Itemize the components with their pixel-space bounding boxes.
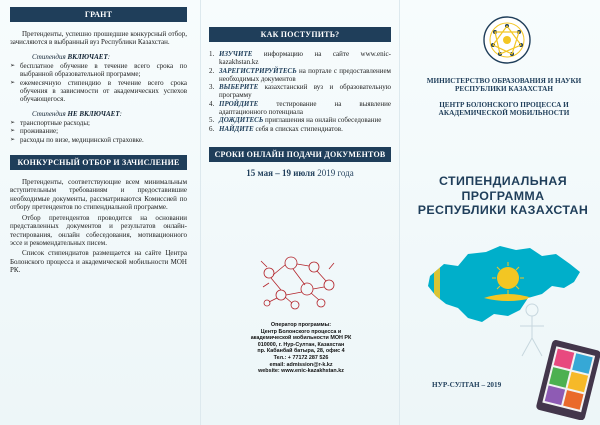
network-illustration [259, 253, 339, 311]
title-line: ПРОГРАММА [461, 188, 545, 203]
selection-paragraph-2: Отбор претендентов проводится на основании представленных документов и результатов онлайн-тестирования, онлайн собеседования, мотивационного эссе и рекомендательных писем. [10, 213, 187, 247]
ministry-emblem-icon [479, 14, 535, 66]
operator-line: 010000, г. Нур-Султан, Казахстан [257, 341, 345, 348]
operator-line: академической мобильности МОН РК [250, 335, 352, 342]
grant-excludes-heading: Стипендия НЕ ВКЛЮЧАЕТ: [32, 109, 122, 118]
selection-paragraph-1: Претенденты, соответствующие всем минимальным вступительным требованиям и предоставившие необходимые документы, рассматриваются Комиссией по отбору претендентов по стипендиальной программе. [10, 178, 187, 212]
kazakhstan-map-flag [424, 242, 584, 332]
operator-line: пр. Кабанбай батыра, 28, офис 4 [257, 348, 345, 355]
selection-header: КОНКУРСНЫЙ ОТБОР И ЗАЧИСЛЕНИЕ [10, 155, 187, 170]
cover-panel [402, 0, 600, 425]
grant-includes-list [10, 62, 187, 104]
operator-line: website: www.enic-kazakhstan.kz [258, 368, 344, 375]
operator-line: Тел.: + 77172 287 526 [273, 354, 329, 361]
step-item: 1. ИЗУЧИТЕ информацию на сайте www.enic-kazakhstan.kz [209, 50, 391, 67]
program-title [406, 174, 600, 218]
step-item: 3. ВЫБЕРИТЕ казахстанский вуз и образовательную программу [209, 83, 391, 100]
howto-header: КАК ПОСТУПИТЬ? [209, 27, 391, 42]
step-item: 4. ПРОЙДИТЕ тестирование на выявление адаптационного потенциала [209, 99, 391, 117]
grant-includes-heading: Стипендия ВКЛЮЧАЕТ: [32, 52, 111, 61]
operator-line: email: admission@r-k.kz [269, 361, 333, 368]
grant-intro: Претенденты, успешно прошедшие конкурсный отбор, зачисляются в выбранный вуз Республики Казахстан. [10, 30, 187, 47]
list-item: ➢ бесплатное обучение в течение всего срока по выбранной образовательной программе; [10, 62, 187, 79]
howto-steps-list [209, 50, 391, 133]
operator-line: Оператор программы: [270, 322, 332, 328]
list-item: ➢ ежемесячную стипендию в течение всего срока обучения в зависимости от академических успехов обучающегося. [10, 79, 187, 104]
city-year: НУР-СУЛТАН – 2019 [432, 381, 502, 389]
tablet-illustration [536, 338, 600, 420]
list-item: ➢ транспортные расходы; [10, 119, 187, 127]
left-panel [0, 0, 197, 425]
grant-excludes-list [10, 119, 187, 144]
deadlines-header: СРОКИ ОНЛАЙН ПОДАЧИ ДОКУМЕНТОВ [209, 147, 391, 162]
selection-paragraph-3: Список стипендиатов размещается на сайте Центра Болонского процесса и академической мобильности МОН РК. [10, 249, 187, 275]
step-item: 6. НАЙДИТЕ себя в списках стипендиатов. [209, 124, 343, 133]
grant-header: ГРАНТ [10, 7, 187, 22]
center-name: ЦЕНТР БОЛОНСКОГО ПРОЦЕССА И АКАДЕМИЧЕСКОЙ МОБИЛЬНОСТИ [438, 101, 570, 118]
title-line: РЕСПУБЛИКИ КАЗАХСТАН [417, 203, 589, 217]
operator-line: Центр Болонского процесса и [260, 328, 342, 335]
step-item: 2. ЗАРЕГИСТРИРУЙТЕСЬ на портале с предоставлением необходимых документов [209, 66, 391, 83]
ministry-name: МИНИСТЕРСТВО ОБРАЗОВАНИЯ И НАУКИ РЕСПУБЛИКИ КАЗАХСТАН [426, 77, 582, 94]
list-item: ➢ проживание; [10, 127, 187, 135]
operator-contacts [209, 322, 393, 375]
step-item: 5. ДОЖДИТЕСЬ приглашения на онлайн собеседование [209, 116, 382, 125]
deadlines-dates: 15 мая – 19 июля 2019 года [246, 167, 354, 178]
middle-panel [200, 0, 400, 425]
list-item: ➢ расходы по визе, медицинской страховке. [10, 136, 187, 144]
title-line: СТИПЕНДИАЛЬНАЯ [438, 174, 568, 188]
